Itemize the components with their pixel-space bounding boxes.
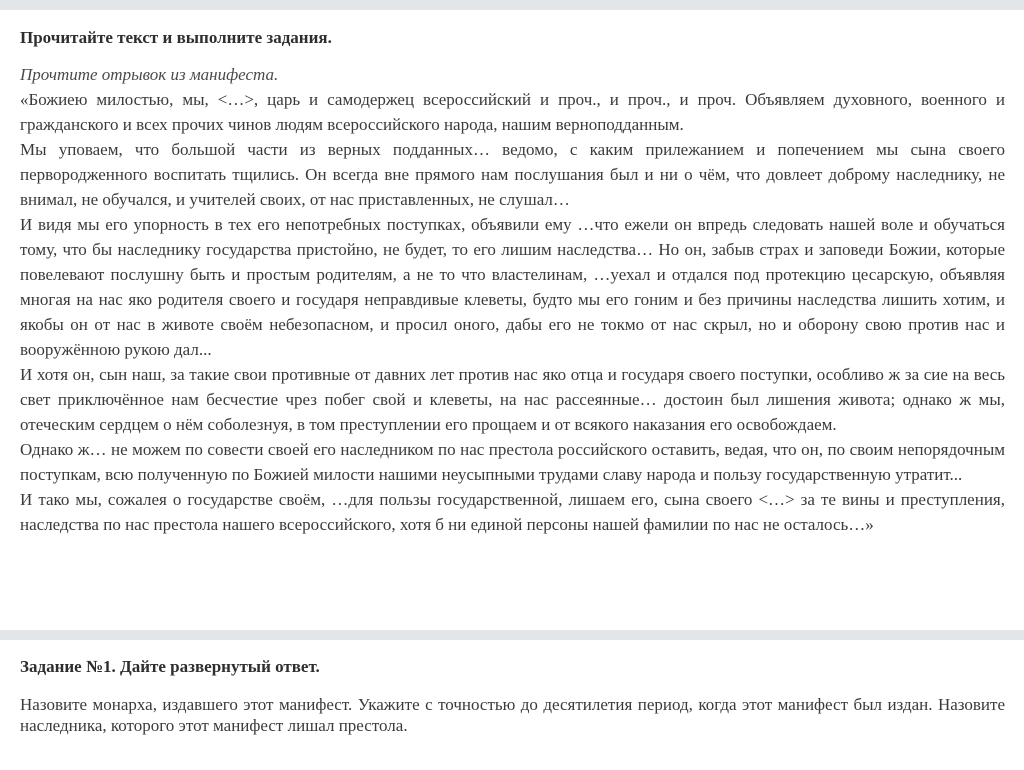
task-header: Прочитайте текст и выполните задания. [20,28,332,47]
task-1-question: Назовите монарха, издавшего этот манифест. Укажите с точностью до десятилетия период, когда этот манифест был издан. Назовите наследника, которого этот манифест лишал престола. [20,695,1005,735]
reading-section [20,28,1005,537]
task-1-title: Задание №1. Дайте развернутый ответ. [20,657,320,676]
manifesto-paragraph: «Божиею милостью, мы, <…>, царь и самодержец всероссийский и проч., и проч., и проч. Объявляем духовного, военного и гражданского и всех прочих чинов людям всероссийского народа, нашим верноподданным. [20,90,1005,134]
manifesto-paragraph: И видя мы его упорность в тех его непотребных поступках, объявили ему …что ежели он впредь следовать нашей воле и обучаться тому, что бы наследнику государства пристойно, не будет, то его лишим наследства… Но он, забыв страх и заповеди Божии, которые повелевают послушну быть и простым родителям, а не то что властелинам, …уехал и отдался под протекцию цесарскую, объявляя многая на нас яко родителя своего и государя неправдивые клеветы, будто мы его гоним и без причины наследства лишить хотим, и якобы он от нас в животе своём небезопасном, и просил оного, дабы его не токмо от нас скрыл, но и оборону свою против нас и вооружённою рукою дал... [20,215,1005,359]
manifesto-paragraph: Мы уповаем, что большой части из верных подданных… ведомо, с каким прилежанием и попечением мы сына своего первородженного воспитать тщились. Он всегда вне прямого нам послушания был и ни о чём, что довлеет доброму наследнику, не внимал, не обучался, и учителей своих, от нас приставленных, не слушал… [20,140,1005,209]
task-1-section [20,657,1005,736]
top-separator [0,0,1024,10]
manifesto-intro: Прочтите отрывок из манифеста. [20,65,279,84]
manifesto-text [20,87,1005,537]
manifesto-paragraph: Однако ж… не можем по совести своей его наследником по нас престола российского оставить, ведая, что он, по своим непорядочным поступкам, всю полученную по Божией милости нашими неусыпными трудами славу народа и пользу государственную утратит... [20,440,1005,484]
manifesto-paragraph: И хотя он, сын наш, за такие свои противные от давних лет против нас яко отца и государя своего поступки, особливо ж за сие на весь свет приключённое нам бесчестие чрез побег свой и клеветы, на нас рассеянные… достоин был лишения живота; однако ж мы, отеческим сердцем о нём соболезнуя, в том преступлении его прощаем и от всякого наказания его освобождаем. [20,365,1005,434]
section-separator [0,630,1024,640]
manifesto-paragraph: И тако мы, сожалея о государстве своём, …для пользы государственной, лишаем его, сына своего <…> за те вины и преступления, наследства по нас престола нашего всероссийского, хотя б ни единой персоны нашей фамилии по нас не осталось…» [20,490,1005,534]
